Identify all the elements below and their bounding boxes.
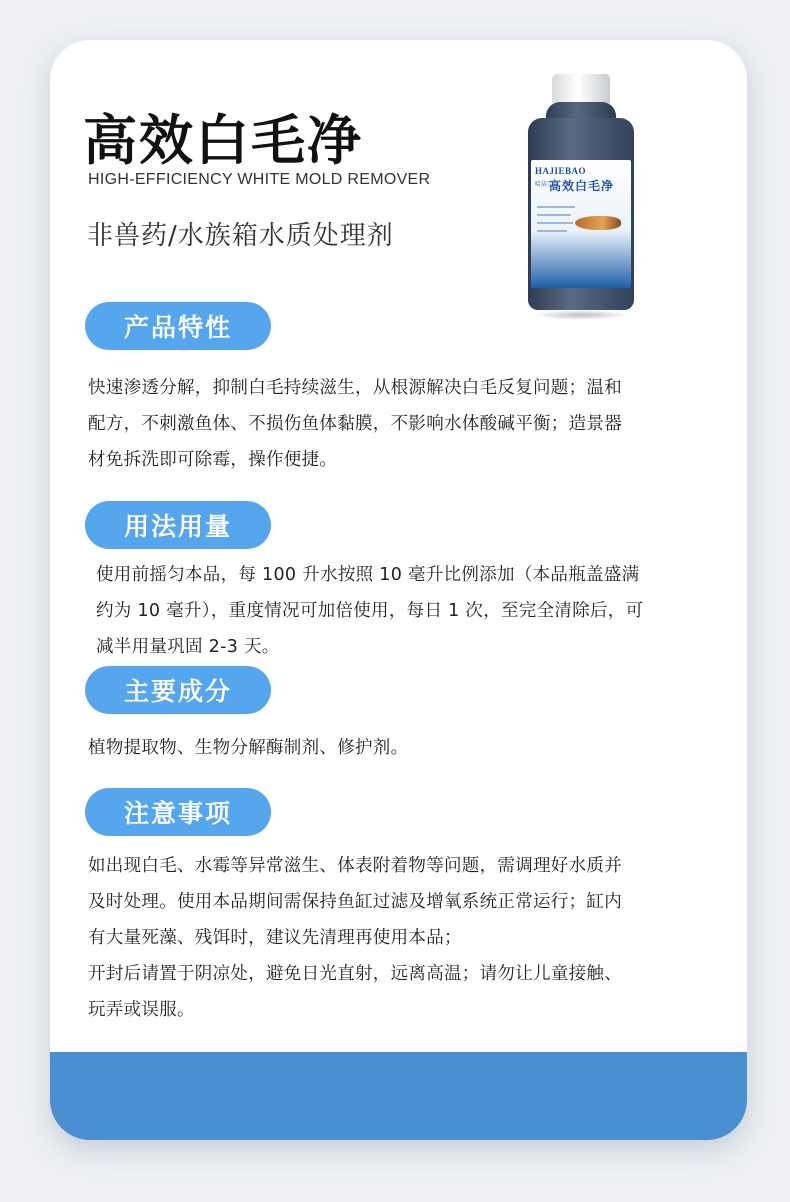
text-line: 配方，不刺激鱼体、不损伤鱼体黏膜，不影响水体酸碱平衡；造景器 (88, 414, 622, 434)
bottle-shadow (533, 310, 629, 320)
bottle-label-line (537, 206, 575, 208)
text-line: 开封后请置于阴凉处，避免日光直射，远离高温；请勿让儿童接触、 (88, 964, 622, 984)
bottle-brand: HAJIEBAO (535, 166, 587, 176)
bottle-brand-cn: 哈洁宝 (535, 181, 554, 188)
section-text-ingredients (88, 730, 408, 766)
section-heading-notes: 注意事项 (85, 788, 271, 836)
section-text-usage (96, 557, 643, 665)
product-bottle-image (525, 74, 637, 320)
bottle-label (531, 160, 631, 288)
bottle-label-title: 高效白毛净 (549, 179, 615, 193)
bottle-label-line (537, 230, 567, 232)
section-text-features (88, 370, 622, 478)
text-line: 植物提取物、生物分解酶制剂、修护剂。 (88, 738, 409, 758)
section-heading-features: 产品特性 (85, 302, 271, 350)
bottle-cap (552, 74, 610, 104)
section-heading-usage: 用法用量 (85, 501, 271, 549)
bottle-label-line (537, 214, 571, 216)
text-line: 快速渗透分解，抑制白毛持续滋生，从根源解决白毛反复问题；温和 (88, 378, 622, 398)
card-footer-band (50, 1052, 747, 1140)
section-heading-ingredients: 主要成分 (85, 666, 271, 714)
fish-icon (575, 216, 621, 230)
text-line: 使用前摇匀本品，每 100 升水按照 10 毫升比例添加（本品瓶盖盛满 (96, 565, 640, 585)
product-category: 非兽药/水族箱水质处理剂 (87, 221, 394, 251)
bottle-label-line (537, 222, 573, 224)
product-subtitle-en: HIGH-EFFICIENCY WHITE MOLD REMOVER (88, 171, 431, 188)
text-line: 约为 10 毫升），重度情况可加倍使用，每日 1 次，至完全清除后，可 (96, 601, 644, 621)
text-line: 有大量死藻、残饵时，建议先清理再使用本品； (88, 928, 462, 948)
product-title: 高效白毛净 (83, 109, 363, 172)
section-text-notes (88, 848, 622, 1028)
text-line: 玩弄或误服。 (88, 1000, 195, 1020)
product-card (50, 40, 747, 1140)
text-line: 减半用量巩固 2-3 天。 (96, 637, 280, 657)
text-line: 及时处理。使用本品期间需保持鱼缸过滤及增氧系统正常运行；缸内 (88, 892, 622, 912)
text-line: 如出现白毛、水霉等异常滋生、体表附着物等问题，需调理好水质并 (88, 856, 622, 876)
text-line: 材免拆洗即可除霉，操作便捷。 (88, 450, 338, 470)
